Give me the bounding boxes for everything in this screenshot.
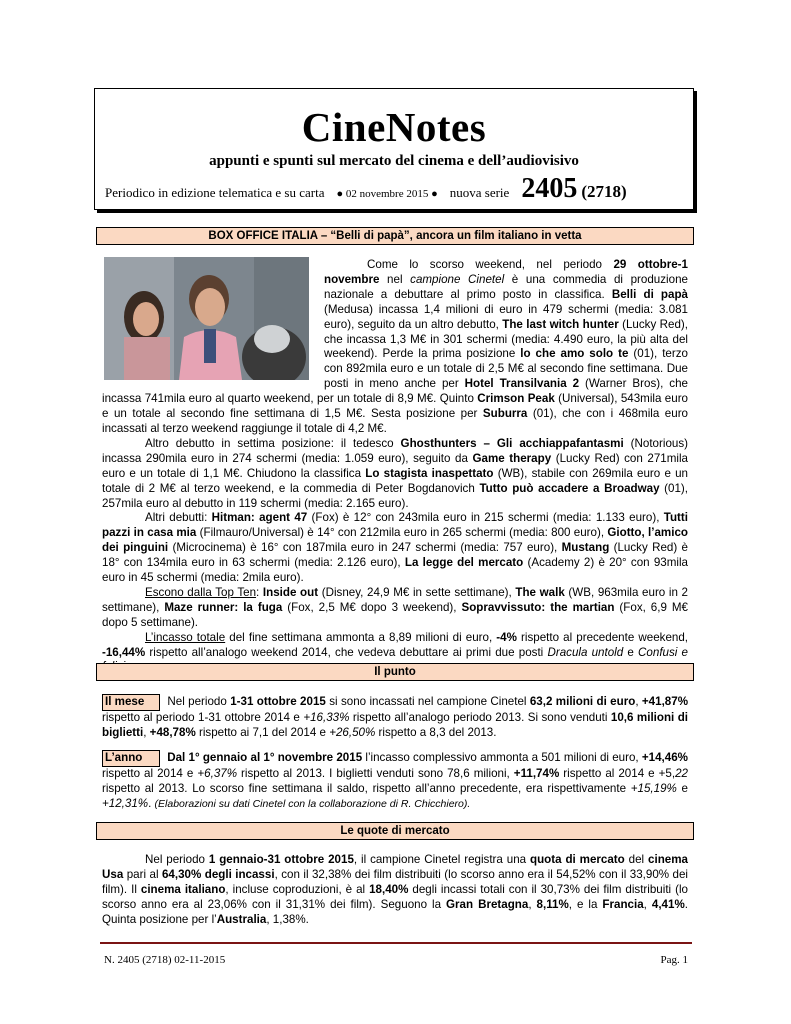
- footer-issue: N. 2405 (2718) 02-11-2015: [104, 954, 226, 966]
- l-anno-paragraph: [102, 750, 688, 812]
- masthead-info-line: [105, 173, 683, 205]
- text-run: Come lo scorso weekend, nel periodo: [367, 258, 614, 271]
- quote-paragraph: [102, 853, 688, 928]
- text-run: 10,6 milioni di biglietti: [102, 710, 689, 739]
- article-paragraph: [102, 437, 688, 512]
- text-run: Hotel Transilvania 2: [464, 377, 580, 391]
- text-run: +41,87%: [641, 695, 688, 708]
- issue-number-sub: (2718): [581, 182, 627, 201]
- text-run: 8,11%: [536, 897, 569, 911]
- text-run: Sopravvissuto: the martian: [461, 600, 615, 614]
- text-run: 18,40%: [369, 882, 409, 896]
- text-run: (WB), stabile con 269mila euro e un totale di 2 M€ al terzo weekend, e la commedia di Peter Bogdanovich: [102, 466, 689, 495]
- text-run: campione Cinetel: [410, 272, 505, 286]
- text-run: Giotto, l’amico dei pinguini: [102, 526, 688, 555]
- il-mese-text: [102, 695, 688, 739]
- text-run: ,: [635, 695, 642, 708]
- text-run: . Quinta posizione per l’: [102, 897, 688, 926]
- text-run: , con il 32,38% dei film distribuiti (lo scorso anno era il 54,52% con il 33,90% dei film). Il: [102, 867, 688, 896]
- text-run: l’incasso complessivo ammonta a 501 milioni di euro,: [362, 751, 642, 764]
- text-run: Confusi e: [638, 645, 689, 659]
- text-run: +11,74%: [513, 766, 560, 780]
- text-run: del: [624, 853, 649, 866]
- text-run: cinema italiano: [140, 882, 226, 896]
- text-run: Dal 1° gennaio al 1° novembre 2015: [167, 751, 363, 764]
- text-run: +12,31%: [102, 796, 149, 810]
- text-run: degli incassi totali con il 30,73% dei film distribuiti (lo scorso anno era al 23,06% con il 31,31% dei film). Seguono la: [102, 882, 688, 911]
- text-run: +15,19%: [630, 781, 677, 795]
- text-run: (01), 257mila euro al debutto in 119 schermi (media: 2.165 euro).: [102, 481, 688, 510]
- section-header-quote: Le quote di mercato: [96, 822, 694, 840]
- il-mese-paragraph: [102, 694, 688, 741]
- text-run: rispetto al 2013. Lo scorso fine settimana il saldo, rispetto all’anno precedente, era rispettivamente: [102, 781, 631, 795]
- text-run: Altri debutti:: [145, 511, 212, 525]
- text-run: , il campione Cinetel registra una: [353, 853, 530, 866]
- publication-subtitle: appunti e spunti sul mercato del cinema e dell’audiovisivo: [209, 153, 579, 169]
- text-run: Suburra: [482, 407, 528, 421]
- text-run: La legge del mercato: [404, 556, 524, 570]
- text-run: L’incasso totale: [145, 630, 226, 644]
- text-run: +26,50%: [329, 725, 376, 739]
- text-run: (Fox) è 12° con 243mila euro in 215 schermi (media: 1.133 euro),: [307, 511, 664, 525]
- text-run: Australia: [216, 912, 267, 926]
- text-run: (Medusa) incassa 1,4 milioni di euro in 479 schermi (media: 3.081 euro), seguito da un altro debutto,: [324, 302, 688, 331]
- text-run: Hitman: agent 47: [211, 511, 308, 525]
- text-run: cinema Usa: [102, 853, 688, 881]
- text-run: (Filmauro/Universal) è 14° con 212mila euro in 265 schermi (media: 800 euro),: [196, 526, 608, 540]
- text-run: -16,44%: [102, 645, 146, 659]
- quote-article: [102, 853, 688, 928]
- text-run: ,: [528, 897, 537, 911]
- l-anno-text: [102, 751, 688, 810]
- text-run: -4%: [496, 630, 517, 644]
- text-run: , incluse coproduzioni, è al: [225, 882, 370, 896]
- text-run: (01), che con i 468mila euro incassati al terzo weekend raggiunge il totale di 4,2 M€.: [102, 407, 688, 435]
- text-run: Altro debutto in settima posizione: il tedesco: [145, 436, 401, 450]
- text-run: pari al: [123, 867, 162, 881]
- text-run: (Fox, 6,9 M€ dopo 5 settimane).: [102, 600, 688, 629]
- text-run: 1 gennaio-31 ottobre 2015: [208, 853, 354, 866]
- text-run: 4,41%: [651, 897, 685, 911]
- text-run: (Notorious) incassa 290mila euro in 274 schermi (media: 1.059 euro), seguito da: [102, 436, 688, 465]
- text-run: lo che amo solo te: [520, 347, 629, 361]
- text-run: ,: [643, 897, 652, 911]
- text-run: +6,37%: [197, 766, 238, 780]
- text-run: è una commedia di produzione nazionale a debuttare al primo posto in classifica.: [324, 272, 688, 301]
- text-run: (Lucky Red) è 18° con 134mila euro in 63 schermi (media: 2.126 euro),: [102, 541, 688, 570]
- text-run: rispetto al 2014 e +5,: [559, 766, 676, 780]
- section-header-box-office: BOX OFFICE ITALIA – “Belli di papà”, ancora un film italiano in vetta: [96, 227, 694, 245]
- text-run: The last witch hunter: [502, 317, 619, 331]
- text-run: rispetto ai 7,1 del 2014 e: [195, 725, 330, 739]
- text-run: rispetto al precedente weekend,: [516, 630, 689, 644]
- photo-wrap-spacer: [102, 258, 324, 378]
- text-run: rispetto al periodo 1-31 ottobre 2014 e: [102, 710, 304, 724]
- text-run: Gran Bretagna: [446, 897, 529, 911]
- text-run: rispetto a 8,3 del 2013.: [375, 725, 497, 739]
- text-run: 1-31 ottobre 2015: [230, 695, 326, 708]
- text-run: (01), terzo con 892mila euro e un totale di 2,5 M€ al secondo fine settimana. Due posti in meno anche per: [324, 347, 688, 391]
- text-run: 63,2 milioni di euro: [529, 695, 636, 708]
- text-run: (Universal), 543mila euro e un totale al secondo fine settimana di 1,5 M€. Sesta posizione per: [102, 392, 689, 421]
- text-run: rispetto all’analogo periodo 2013. Si sono venduti: [349, 710, 611, 724]
- text-run: Dracula untold: [547, 645, 624, 659]
- text-run: 22: [675, 766, 688, 780]
- text-run: , e la: [568, 897, 603, 911]
- text-run: (Fox, 2,5 M€ dopo 3 weekend),: [282, 600, 462, 614]
- text-run: nel: [379, 272, 411, 286]
- text-run: quota di mercato: [530, 853, 625, 866]
- text-run: (Microcinema) è 16° con 187mila euro in 247 schermi (media: 757 euro),: [168, 541, 562, 555]
- text-run: , 1,38%.: [266, 912, 309, 926]
- text-run: (Lucky Red) con 271mila euro e un totale di 1,1 M€. Chiudono la classifica: [102, 451, 688, 480]
- text-run: Escono dalla Top Ten: [145, 585, 257, 599]
- text-run: Tutto può accadere a Broadway: [479, 481, 660, 495]
- text-run: e: [676, 781, 688, 795]
- text-run: (Warner Bros), che incassa 741mila euro al quarto weekend, per un totale di 8,9 M€. Quinto: [102, 377, 688, 406]
- text-run: (Academy 2) è 20° con 93mila euro in 45 schermi (media: 2mila euro).: [102, 556, 688, 585]
- article-paragraph: [102, 511, 688, 586]
- text-run: ,: [143, 725, 150, 739]
- text-run: rispetto al 2014 e: [102, 766, 198, 780]
- text-run: (Lucky Red), che incassa 1,3 M€ in 301 schermi (media: 4.490 euro, la più alta del weekend). Perde la prima posizione: [324, 317, 688, 361]
- text-run: 64,30% degli incassi: [161, 867, 275, 881]
- text-run: e: [623, 645, 639, 659]
- publication-title: CineNotes: [301, 104, 487, 150]
- text-run: The walk: [515, 585, 565, 599]
- text-run: Lo stagista inaspettato: [365, 466, 494, 480]
- text-run: Inside out: [262, 585, 319, 599]
- text-run: Tutti pazzi in casa mia: [102, 511, 688, 540]
- text-run: :: [256, 585, 263, 599]
- text-run: Crimson Peak: [477, 392, 555, 406]
- text-run: Francia: [602, 897, 644, 911]
- text-run: Belli di papà: [611, 287, 688, 301]
- periodico-text: Periodico in edizione telematica e su carta: [105, 185, 325, 200]
- text-run: Ghosthunters – Gli acchiappafantasmi: [400, 436, 624, 450]
- text-run: rispetto al 2013. I biglietti venduti sono 78,6 milioni,: [237, 766, 514, 780]
- text-run: .: [148, 796, 155, 810]
- text-run: (Disney, 24,9 M€ in sette settimane),: [318, 585, 516, 599]
- text-run: Nel periodo: [145, 853, 209, 866]
- issue-number: 2405: [521, 173, 578, 204]
- serie-text: nuova serie: [449, 185, 510, 200]
- box-office-article: [102, 258, 688, 675]
- article-paragraph: [102, 586, 688, 631]
- text-run: Game therapy: [472, 451, 552, 465]
- l-anno-label: L’anno: [102, 750, 160, 767]
- text-run: Nel periodo: [167, 695, 231, 708]
- section-header-il-punto: Il punto: [96, 663, 694, 681]
- text-run: (Elaborazioni su dati Cinetel con la collaborazione di R. Chicchiero).: [154, 797, 471, 810]
- text-run: +14,46%: [641, 751, 688, 764]
- text-run: +48,78%: [149, 725, 196, 739]
- footer-page-number: Pag. 1: [660, 954, 688, 966]
- text-run: 29 ottobre-1 novembre: [324, 258, 688, 286]
- masthead: [94, 88, 694, 210]
- text-run: si sono incassati nel campione Cinetel: [325, 695, 530, 708]
- text-run: (WB, 963mila euro in 2 settimane),: [102, 585, 689, 614]
- issue-date: ● 02 novembre 2015 ●: [336, 188, 438, 200]
- text-run: Mustang: [561, 541, 610, 555]
- footer-rule: [100, 942, 692, 944]
- text-run: rispetto all’analogo weekend 2014, che vedeva debuttare ai primi due posti: [145, 645, 548, 659]
- il-mese-label: Il mese: [102, 694, 160, 711]
- text-run: +16,33%: [303, 710, 350, 724]
- text-run: del fine settimana ammonta a 8,89 milioni di euro,: [225, 630, 497, 644]
- text-run: Maze runner: la fuga: [164, 600, 283, 614]
